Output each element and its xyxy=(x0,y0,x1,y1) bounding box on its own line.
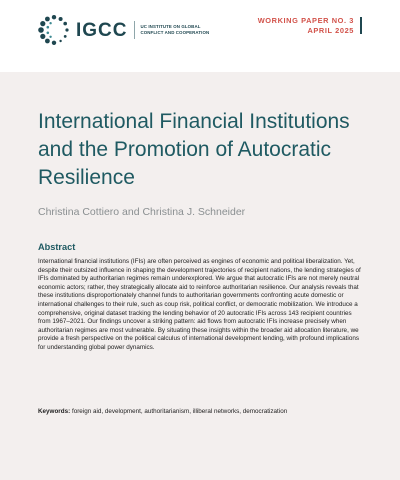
working-paper-number: WORKING PAPER NO. 3 xyxy=(257,16,354,25)
abstract-text: International financial institutions (IFIs) are often perceived as engines of economic and political liberalization. Yet, despite their outsized influence in shaping the development trajectories of recipient nations, the lending strategies of IFIs dominated by authoritarian regimes remain underexplored. We argue that autocratic IFIs are not merely neutral economic actors; rather, they strategically allocate aid to reinforce authoritarian resilience. Our analysis reveals that these institutions disproportionately channel funds to authoritarian governments confronting acute domestic or international challenges to their rule, such as coup risk, political conflict, or democratic mobilization. We introduce a comprehensive, original dataset tracking the lending behavior of 20 autocratic IFIs across 143 recipient countries from 1967–2021. Our findings uncover a striking pattern: aid flows from autocratic IFIs increase precisely when authoritarian regimes are most vulnerable. By situating these insights within the broader aid allocation literature, we provide a fresh perspective on the political calculus of international development lending, with profound implications for understanding global power dynamics. xyxy=(38,258,361,351)
logo-subtitle-line-2: CONFLICT AND COOPERATION xyxy=(140,30,210,35)
working-paper-info xyxy=(258,16,362,36)
logo-wordmark: IGCC xyxy=(76,19,128,41)
accent-bar xyxy=(360,17,362,34)
abstract-heading: Abstract xyxy=(38,242,76,252)
logo-subtitle-line-1: UC INSTITUTE ON GLOBAL xyxy=(140,24,201,30)
igcc-ring-logo-icon xyxy=(38,14,70,46)
paper-authors: Christina Cottiero and Christina J. Schneider xyxy=(38,206,246,218)
logo-subtitle xyxy=(141,24,223,35)
header xyxy=(0,0,400,72)
working-paper-date: APRIL 2025 xyxy=(307,26,354,35)
igcc-logo[interactable] xyxy=(38,14,223,46)
keywords-label: Keywords: xyxy=(38,408,71,415)
keywords xyxy=(38,408,364,417)
paper-title: International Financial Institutions and the Promotion of Autocratic Resilience xyxy=(38,110,350,189)
logo-divider xyxy=(134,21,135,39)
keywords-list: foreign aid, development, authoritarianism, illiberal networks, democratization xyxy=(71,408,288,415)
